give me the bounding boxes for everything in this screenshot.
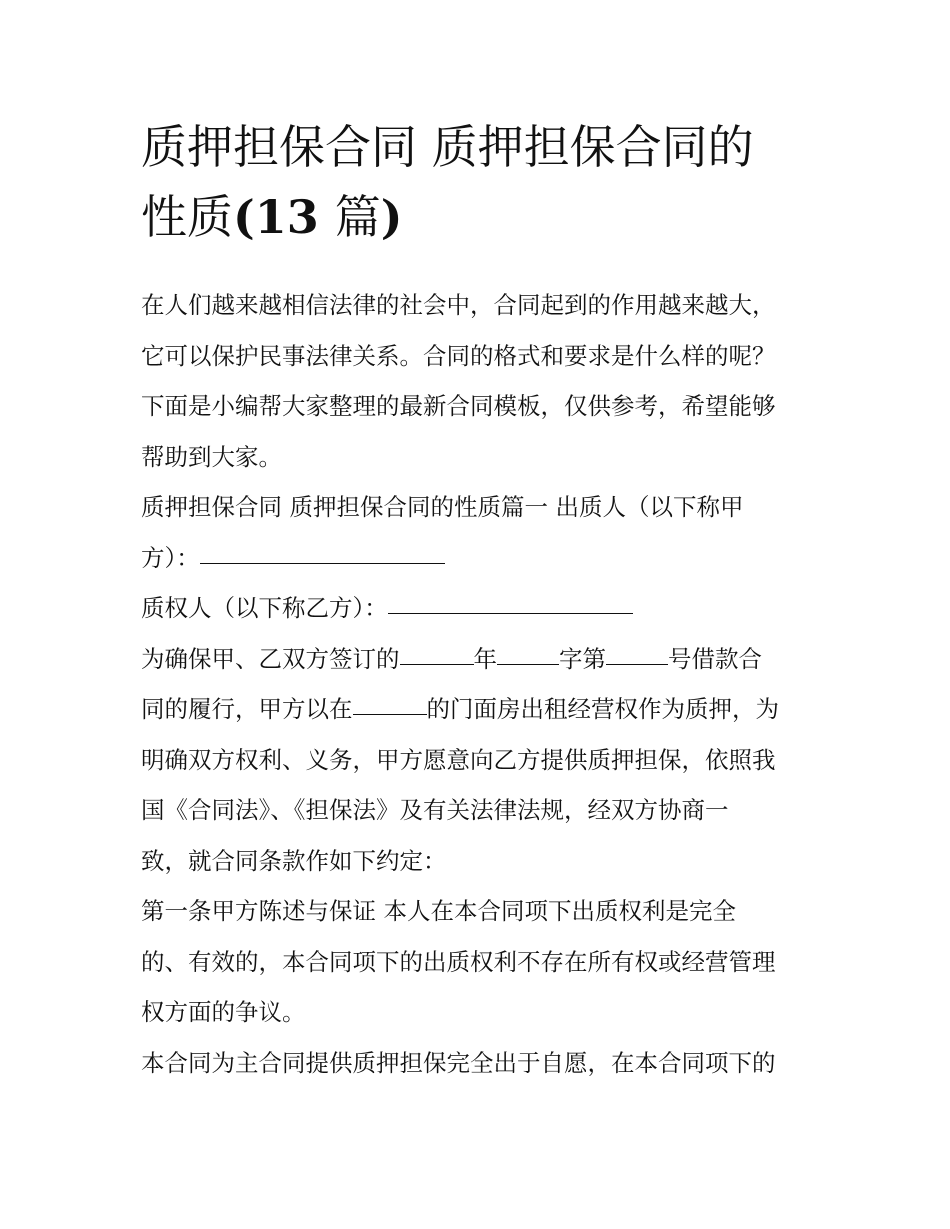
section-heading: 质押担保合同 质押担保合同的性质篇一 出质人（以下称甲 <box>141 493 744 521</box>
loan-text: 年 <box>473 644 497 673</box>
intro-paragraph <box>141 280 816 482</box>
title-part-a: 性质 <box>141 190 233 244</box>
title-line-2 <box>141 182 816 252</box>
loan-line-1 <box>141 634 816 685</box>
char-blank <box>497 640 559 665</box>
title-part-c: 篇 <box>334 190 381 244</box>
party-a-line <box>141 533 816 584</box>
year-blank <box>400 640 474 665</box>
article-1-line: 的、有效的，本合同项下的出质权利不存在所有权或经营管理 <box>141 947 776 976</box>
title-line-1: 质押担保合同 质押担保合同的 <box>141 120 754 174</box>
party-a-label: 方）： <box>141 543 200 572</box>
last-line: 本合同为主合同提供质押担保完全出于自愿，在本合同项下的 <box>141 1048 776 1077</box>
loan-text: 字第 <box>559 644 606 673</box>
article-1-line: 权方面的争议。 <box>141 998 306 1026</box>
party-b-paragraph <box>141 583 816 634</box>
title-part-d: ) <box>380 190 403 244</box>
loan-text: 为确保甲、乙双方签订的 <box>141 644 400 673</box>
loan-line-2 <box>141 684 816 735</box>
loan-line-5: 致，就合同条款作如下约定： <box>141 846 447 875</box>
intro-line: 它可以保护民事法律关系。合同的格式和要求是什么样的呢？ <box>141 341 776 370</box>
title-part-b: (13 <box>233 190 335 244</box>
loan-text: 同的履行，甲方以在 <box>141 695 353 723</box>
party-a-blank <box>200 539 445 564</box>
document-title <box>141 112 816 252</box>
number-blank <box>606 640 668 665</box>
loan-text: 号借款合 <box>668 644 762 673</box>
article-1-paragraph <box>141 886 816 1038</box>
loan-line-3: 明确双方权利、义务，甲方愿意向乙方提供质押担保，依照我 <box>141 745 776 774</box>
intro-line: 帮助到大家。 <box>141 442 282 471</box>
party-b-blank <box>388 590 633 615</box>
intro-line: 在人们越来越相信法律的社会中，合同起到的作用越来越大， <box>141 291 776 319</box>
party-b-line <box>141 583 816 634</box>
party-b-label: 质权人（以下称乙方）： <box>141 594 388 622</box>
loan-paragraph <box>141 634 816 887</box>
loan-line-4: 国《合同法》、《担保法》及有关法律法规，经双方协商一 <box>141 796 729 824</box>
document-body <box>141 280 816 1088</box>
loan-text: 的门面房出租经营权作为质押，为 <box>426 695 779 723</box>
article-1-line: 第一条甲方陈述与保证 本人在本合同项下出质权利是完全 <box>141 897 736 925</box>
location-blank <box>353 691 427 716</box>
document-content <box>141 112 816 1088</box>
section-heading-paragraph <box>141 482 816 583</box>
intro-line: 下面是小编帮大家整理的最新合同模板，仅供参考，希望能够 <box>141 392 776 420</box>
last-paragraph <box>141 1038 816 1089</box>
